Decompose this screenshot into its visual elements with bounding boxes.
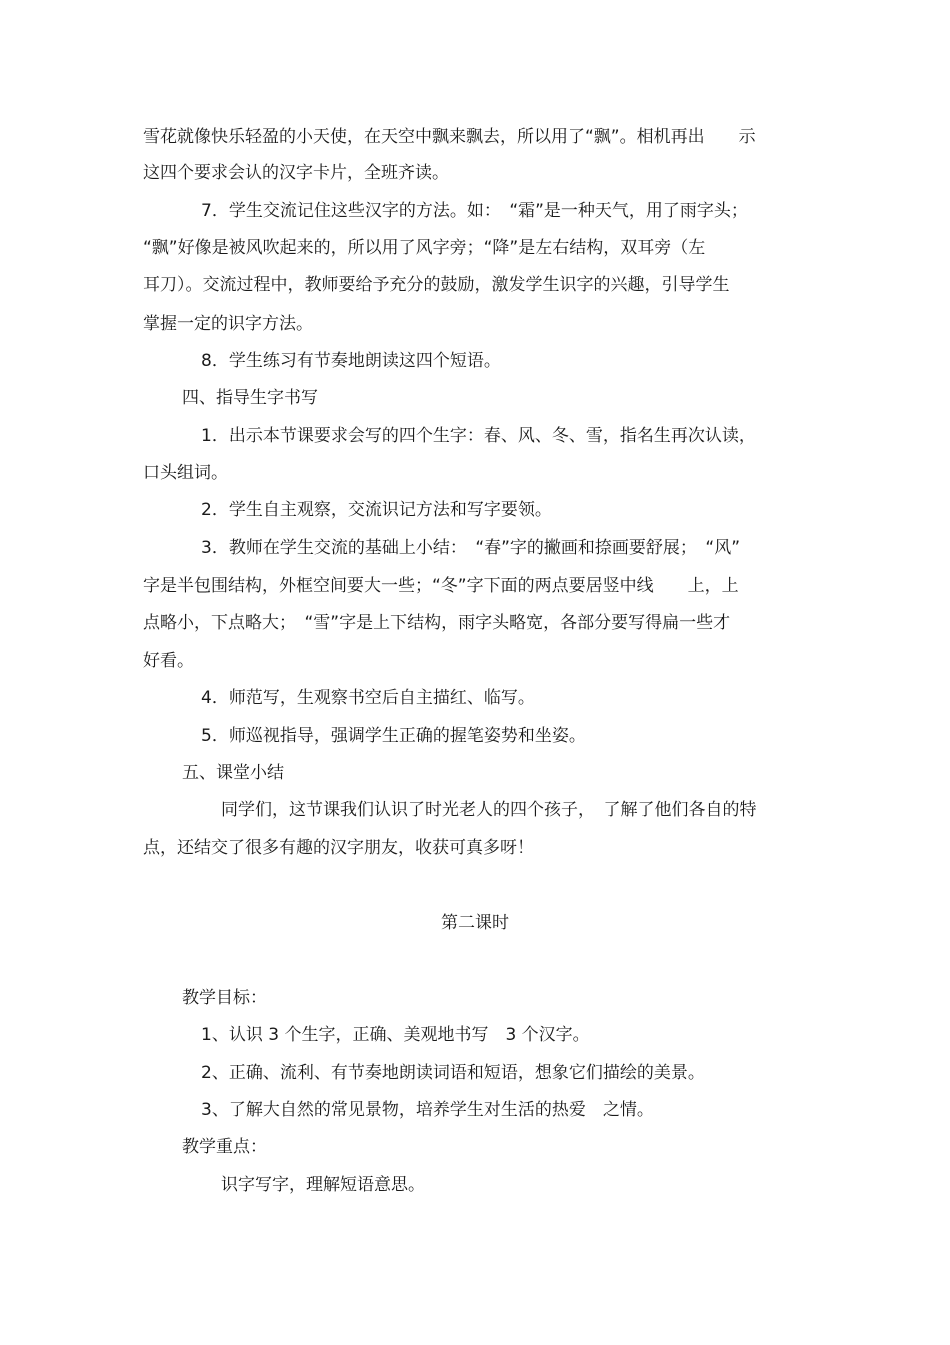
paragraph-line: 耳刀）。交流过程中，教师要给予充分的鼓励，激发学生识字的兴趣，引导学生 [143, 275, 730, 295]
paragraph-line: 字是半包围结构，外框空间要大一些；“冬”字下面的两点要居竖中线 上，上 [143, 576, 739, 596]
section-heading: 四、指导生字书写 [182, 388, 318, 408]
section-heading: 五、课堂小结 [182, 763, 284, 783]
paragraph-line: 口头组词。 [143, 463, 228, 483]
list-item: 4．师范写，生观察书空后自主描红、临写。 [201, 688, 535, 708]
list-item: 2．学生自主观察，交流识记方法和写字要领。 [201, 500, 552, 520]
section-heading: 教学重点： [182, 1137, 267, 1157]
section-heading: 教学目标： [182, 988, 267, 1008]
paragraph-line: 点略小，下点略大； “雪”字是上下结构，雨字头略宽，各部分要写得扁一些才 [143, 613, 731, 633]
paragraph-line: 同学们，这节课我们认识了时光老人的四个孩子， 了解了他们各自的特 [221, 800, 757, 820]
list-item: 3．教师在学生交流的基础上小结： “春”字的撇画和捺画要舒展； “风” [201, 538, 741, 558]
list-item: 5．师巡视指导，强调学生正确的握笔姿势和坐姿。 [201, 726, 586, 746]
paragraph-line: 识字写字，理解短语意思。 [221, 1175, 425, 1195]
list-item: 2、正确、流利、有节奏地朗读词语和短语，想象它们描绘的美景。 [201, 1063, 705, 1083]
paragraph-line: 这四个要求会认的汉字卡片，全班齐读。 [143, 163, 449, 183]
paragraph-line: “飘”好像是被风吹起来的，所以用了风字旁；“降”是左右结构，双耳旁（左 [143, 238, 706, 258]
paragraph-line: 好看。 [143, 651, 194, 671]
list-item: 1、认识 3 个生字，正确、美观地书写 3 个汉字。 [201, 1025, 590, 1045]
list-item: 8．学生练习有节奏地朗读这四个短语。 [201, 351, 501, 371]
paragraph-line: 点，还结交了很多有趣的汉字朋友，收获可真多呀！ [143, 838, 534, 858]
paragraph-line: 掌握一定的识字方法。 [143, 314, 313, 334]
list-item: 3、了解大自然的常见景物，培养学生对生活的热爱 之情。 [201, 1100, 654, 1120]
list-item: 1．出示本节课要求会写的四个生字：春、风、冬、雪，指名生再次认读， [201, 426, 756, 446]
lesson-title: 第二课时 [441, 913, 509, 933]
paragraph-line: 雪花就像快乐轻盈的小天使，在天空中飘来飘去，所以用了“飘”。相机再出 示 [143, 127, 756, 147]
list-item: 7．学生交流记住这些汉字的方法。如： “霜”是一种天气，用了雨字头； [201, 201, 748, 221]
